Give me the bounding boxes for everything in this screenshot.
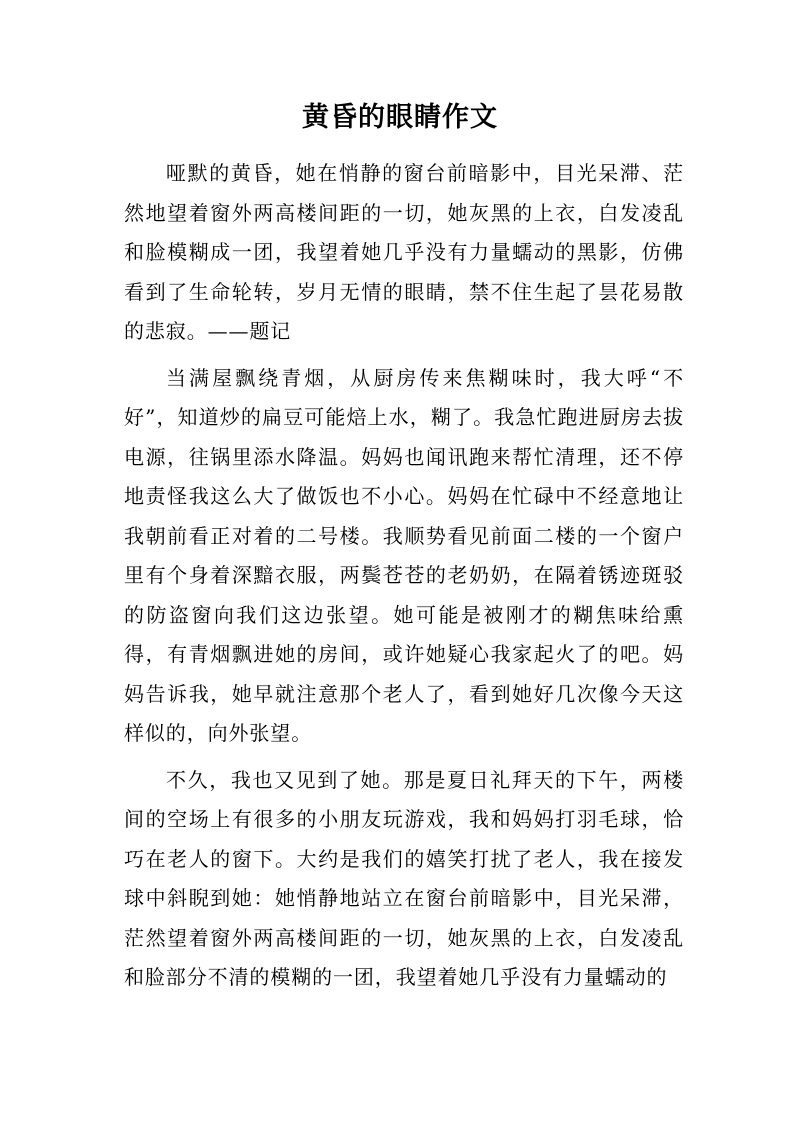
paragraph: 当满屋飘绕青烟，从厨房传来焦糊味时，我大呼“不好”，知道炒的扁豆可能焙上水，糊了。我急忙跑进厨房去拔电源，往锅里添水降温。妈妈也闻讯跑来帮忙清理，还不停地责怪我这么大了做饭也不小心。妈妈在忙碌中不经意地让我朝前看正对着的二号楼。我顺势看见前面二楼的一个窗户里有个身着深黯衣服，两鬓苍苍的老奶奶，在隔着锈迹斑驳的防盗窗向我们这边张望。她可能是被刚才的糊焦味给熏得，有青烟飘进她的房间，或许她疑心我家起火了的吧。妈妈告诉我，她早就注意那个老人了，看到她好几次像今天这样似的，向外张望。 [124, 365, 684, 745]
paragraph-epigraph: 哑默的黄昏，她在悄静的窗台前暗影中，目光呆滞、茫然地望着窗外两高楼间距的一切，她灰黑的上衣，白发凌乱和脸模糊成一团，我望着她几乎没有力量蠕动的黑影，仿佛看到了生命轮转，岁月无情的眼睛，禁不住生起了昙花易散的悲寂。——题记 [124, 161, 684, 343]
page-title: 黄昏的眼睛作文 [302, 102, 498, 133]
paragraph: 不久，我也又见到了她。那是夏日礼拜天的下午，两楼间的空场上有很多的小朋友玩游戏，我和妈妈打羽毛球，恰巧在老人的窗下。大约是我们的嬉笑打扰了老人，我在接发球中斜睨到她：她悄静地站立在窗台前暗影中，目光呆滞，茫然望着窗外两高楼间距的一切，她灰黑的上衣，白发凌乱和脸部分不清的模糊的一团，我望着她几乎没有力量蠕动的 [124, 767, 684, 989]
essay-body [124, 154, 684, 998]
